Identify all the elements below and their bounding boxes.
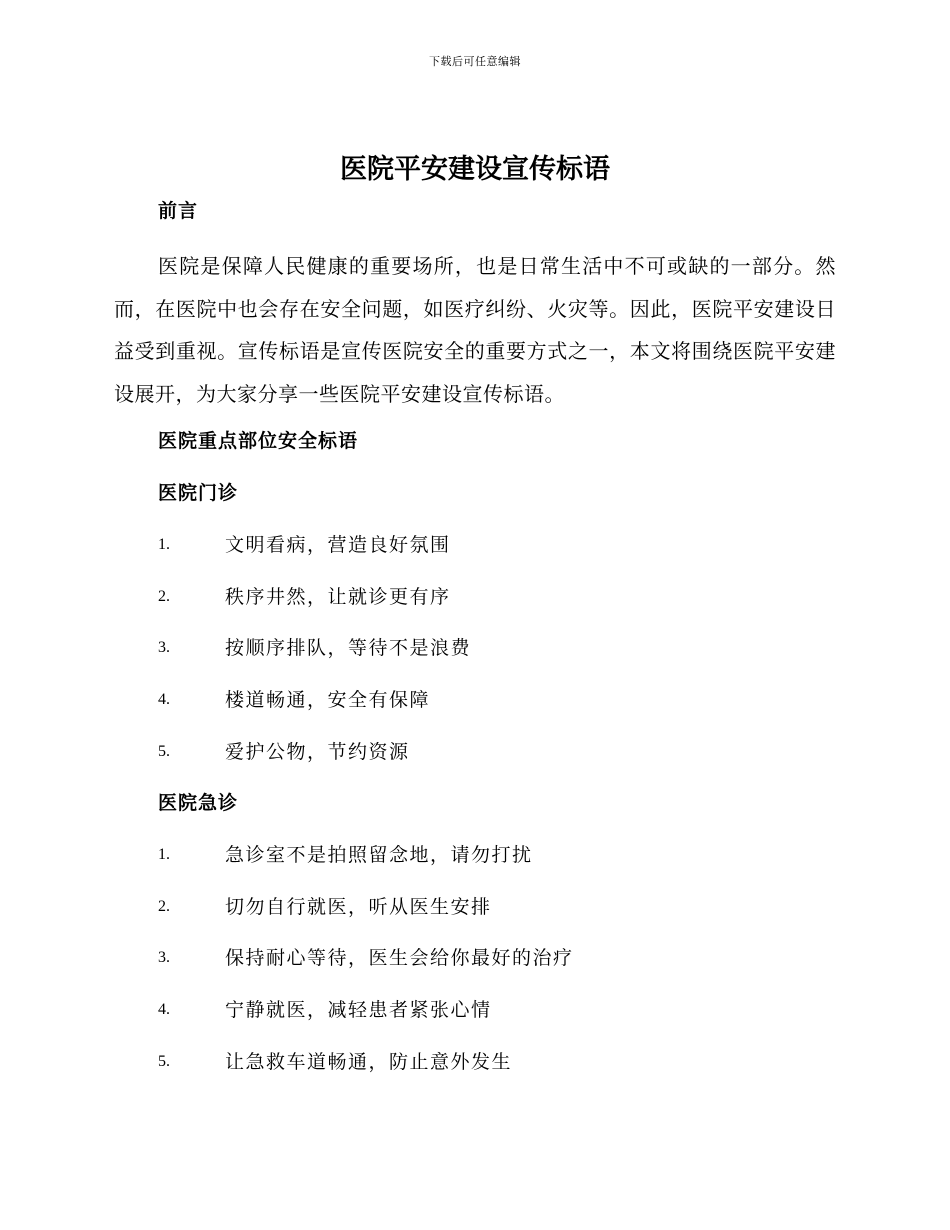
list-number: 3. bbox=[158, 949, 170, 967]
list-item-text: 按顺序排队，等待不是浪费 bbox=[225, 637, 472, 660]
list-number: 4. bbox=[158, 1001, 170, 1019]
list-item-text: 让急救车道畅通，防止意外发生 bbox=[225, 1050, 513, 1073]
document-title: 医院平安建设宣传标语 bbox=[340, 154, 610, 185]
list-item-text: 保持耐心等待，医生会给你最好的治疗 bbox=[225, 947, 574, 970]
list-number: 5. bbox=[158, 1052, 170, 1070]
list-item-text: 楼道畅通，安全有保障 bbox=[225, 689, 431, 712]
list-item-text: 切勿自行就医，听从医生安排 bbox=[225, 895, 492, 918]
list-item-text: 秩序井然，让就诊更有序 bbox=[225, 585, 451, 608]
list-number: 4. bbox=[158, 691, 170, 709]
emergency-heading: 医院急诊 bbox=[158, 792, 239, 814]
header-note: 下载后可任意编辑 bbox=[429, 55, 521, 68]
list-item-text: 急诊室不是拍照留念地，请勿打扰 bbox=[225, 844, 533, 866]
list-item-text: 爱护公物，节约资源 bbox=[225, 740, 410, 763]
list-item-text: 文明看病，营造良好氛围 bbox=[225, 534, 451, 556]
list-item-text: 宁静就医，减轻患者紧张心情 bbox=[225, 999, 492, 1022]
section-heading: 医院重点部位安全标语 bbox=[158, 430, 359, 452]
list-number: 2. bbox=[158, 587, 170, 605]
list-number: 3. bbox=[158, 639, 170, 657]
list-number: 1. bbox=[158, 846, 170, 863]
preface-paragraph: 医院是保障人民健康的重要场所，也是日常生活中不可或缺的一部分。然而，在医院中也会存在安全问题，如医疗纠纷、火灾等。因此，医院平安建设日益受到重视。宣传标语是宣传医院安全的重要方式之一，本文将围绕医院平安建设展开，为大家分享一些医院平安建设宣传标语。 bbox=[114, 254, 836, 407]
list-number: 1. bbox=[158, 536, 170, 553]
outpatient-heading: 医院门诊 bbox=[158, 482, 239, 504]
preface-heading: 前言 bbox=[158, 200, 199, 222]
list-number: 2. bbox=[158, 897, 170, 915]
list-number: 5. bbox=[158, 742, 170, 760]
